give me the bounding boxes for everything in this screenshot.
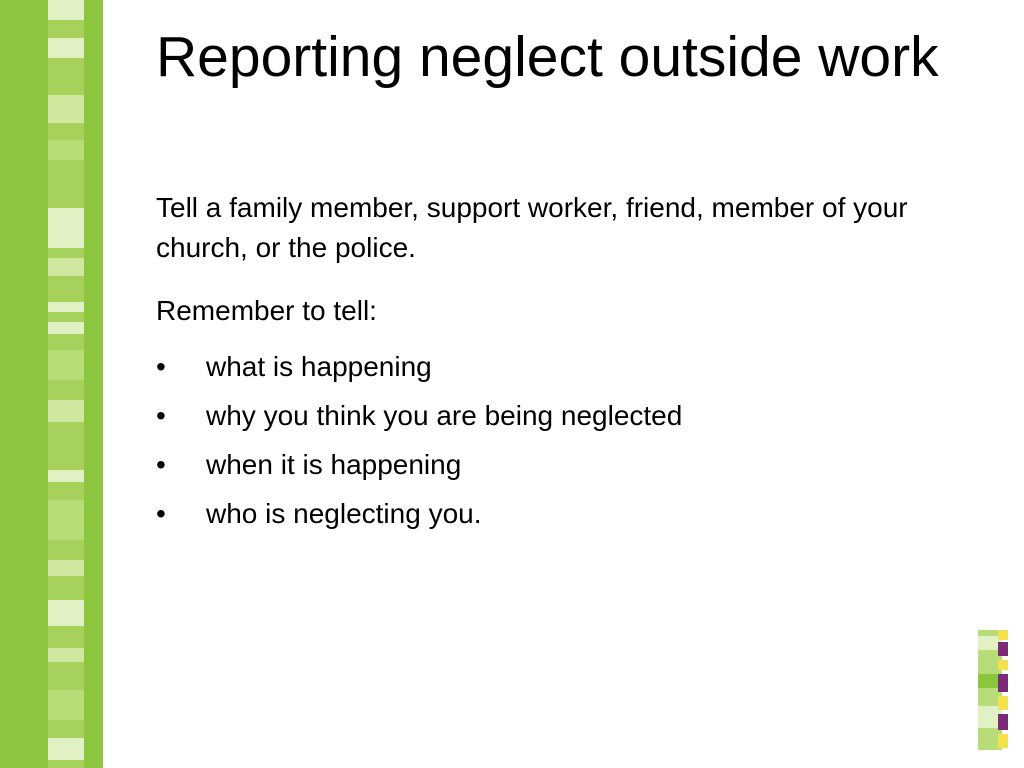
- stripe-block: [48, 322, 84, 334]
- stripe-block: [48, 560, 84, 576]
- stripe-block: [48, 470, 84, 482]
- stripe-block: [48, 95, 84, 123]
- list-item-text: what is happening: [206, 351, 432, 382]
- corner-bar: [998, 674, 1008, 692]
- list-item-text: when it is happening: [206, 449, 462, 480]
- stripe-block: [48, 400, 84, 422]
- slide-title: Reporting neglect outside work: [156, 25, 939, 89]
- corner-bar: [998, 630, 1008, 640]
- bullet-list: [156, 348, 682, 544]
- stripe-block: [48, 0, 84, 20]
- corner-decoration: [978, 630, 1008, 750]
- stripe-block: [48, 258, 84, 276]
- stripe-block: [48, 600, 84, 626]
- corner-bar: [998, 660, 1008, 670]
- corner-bar: [998, 642, 1008, 656]
- list-item-text: why you think you are being neglected: [206, 400, 683, 431]
- stripe-block: [48, 350, 84, 380]
- bullet-icon: •: [156, 498, 166, 529]
- list-item-text: who is neglecting you.: [206, 498, 482, 529]
- list-item: [156, 348, 682, 397]
- left-decorative-stripe: [0, 0, 103, 768]
- remember-label: Remember to tell:: [156, 295, 377, 326]
- list-item: [156, 397, 682, 446]
- stripe-block: [48, 302, 84, 312]
- stripe-block: [48, 500, 84, 540]
- corner-bar: [998, 734, 1008, 748]
- stripe-block: [48, 208, 84, 248]
- stripe-block: [48, 140, 84, 160]
- corner-bar: [998, 696, 1008, 710]
- list-item: [156, 495, 682, 544]
- list-item: [156, 446, 682, 495]
- bullet-icon: •: [156, 351, 166, 382]
- stripe-block: [48, 690, 84, 720]
- stripe-block: [48, 648, 84, 662]
- corner-bar: [998, 714, 1008, 730]
- stripe-block: [48, 738, 84, 760]
- intro-text: Tell a family member, support worker, friend, member of your church, or the police.: [156, 192, 908, 263]
- bullet-icon: •: [156, 449, 166, 480]
- stripe-block: [48, 38, 84, 58]
- bullet-icon: •: [156, 400, 166, 431]
